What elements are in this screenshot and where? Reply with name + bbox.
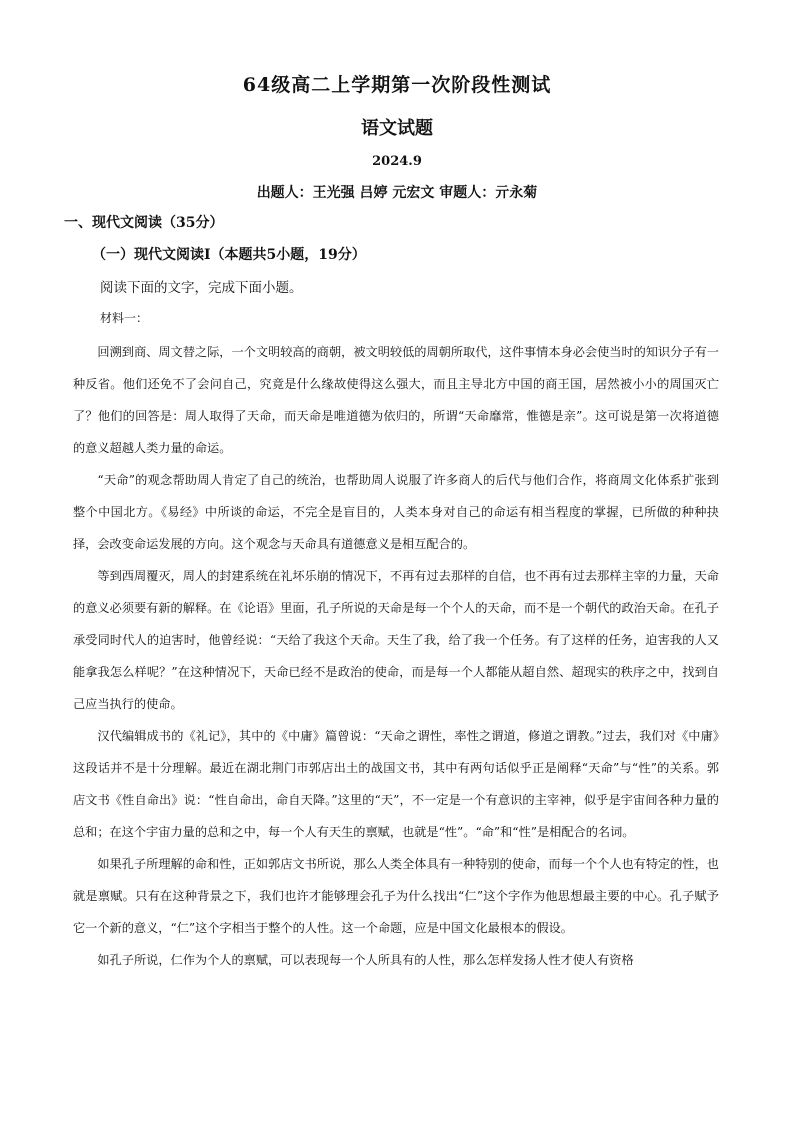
subject-title: 语文试题	[361, 118, 433, 139]
author-line: 出题人：王光强 吕婷 元宏文 审题人：亓永菊	[256, 185, 538, 201]
paragraph: 如果孔子所理解的命和性，正如郭店文书所说，那么人类全体具有一种特别的使命，而每一个个人也有特定的性，也就是禀赋。只有在这种背景之下，我们也许才能够理会孔子为什么找出“仁”这个字作为他思想最主要的中心。孔子赋予它一个新的意义，“仁”这个字相当于整个的人性。这一个命题，应是中国文化最根本的假设。	[73, 857, 719, 935]
paragraph: 如孔子所说，仁作为个人的禀赋，可以表现每一个人所具有的人性，那么怎样发扬人性才使人有资格	[97, 953, 634, 967]
paragraph: “天命”的观念帮助周人肯定了自己的统治，也帮助周人说服了许多商人的后代与他们合作，将商周文化体系扩张到整个中国北方。《易经》中所谈的命运，不完全是盲目的，人类本身对自己的命运有相当程度的掌握，已所做的种种抉择，会改变命运发展的方向。这个观念与天命具有道德意义是相互配合的。	[73, 473, 719, 551]
material-body	[73, 336, 719, 976]
paragraph: 等到西周覆灭，周人的封建系统在礼坏乐崩的情况下，不再有过去那样的自信，也不再有过去那样主宰的力量，天命的意义必须要有新的解释。在《论语》里面，孔子所说的天命是每一个个人的天命，而不是一个朝代的政治天命。在孔子承受同时代人的迫害时，他曾经说：“天给了我这个天命。天生了我，给了我一个任务。有了这样的任务，迫害我的人又能拿我怎么样呢？”在这种情况下，天命已经不是政治的使命，而是每一个人都能从超自然、超现实的秩序之中，找到自己应当执行的使命。	[73, 569, 719, 711]
section-heading: 一、现代文阅读（35分）	[64, 215, 224, 231]
material-label: 材料一：	[100, 311, 149, 325]
paragraph: 回溯到商、周文替之际，一个文明较高的商朝，被文明较低的周朝所取代，这件事情本身必会使当时的知识分子有一种反省。他们还免不了会问自己，究竟是什么缘故使得这么强大，而且主导北方中国的商王国，居然被小小的周国灭亡了？他们的回答是：周人取得了天命，而天命是唯道德为依归的，所谓“天命靡常，惟德是亲”。这可说是第一次将道德的意义超越人类力量的命运。	[73, 345, 719, 455]
exam-title: 64级高二上学期第一次阶段性测试	[242, 74, 552, 96]
exam-date: 2024.9	[372, 154, 422, 169]
sub-section-heading: （一）现代文阅读Ⅰ（本题共5小题，19分）	[92, 247, 366, 263]
paragraph: 汉代编辑成书的《礼记》，其中的《中庸》篇曾说：“天命之谓性，率性之谓道，修道之谓教。”过去，我们对《中庸》这段话并不是十分理解。最近在湖北荆门市郭店出土的战国文书，其中有两句话似乎正是阐释“天命”与“性”的关系。郭店文书《性自命出》说：“性自命出，命自天降。”这里的“天”，不一定是一个有意识的主宰神，似乎是宇宙间各种力量的总和；在这个宇宙力量的总和之中，每一个人有天生的禀赋，也就是“性”。“命”和“性”是相配合的名词。	[73, 729, 719, 839]
reading-instruction: 阅读下面的文字，完成下面小题。	[100, 280, 303, 296]
